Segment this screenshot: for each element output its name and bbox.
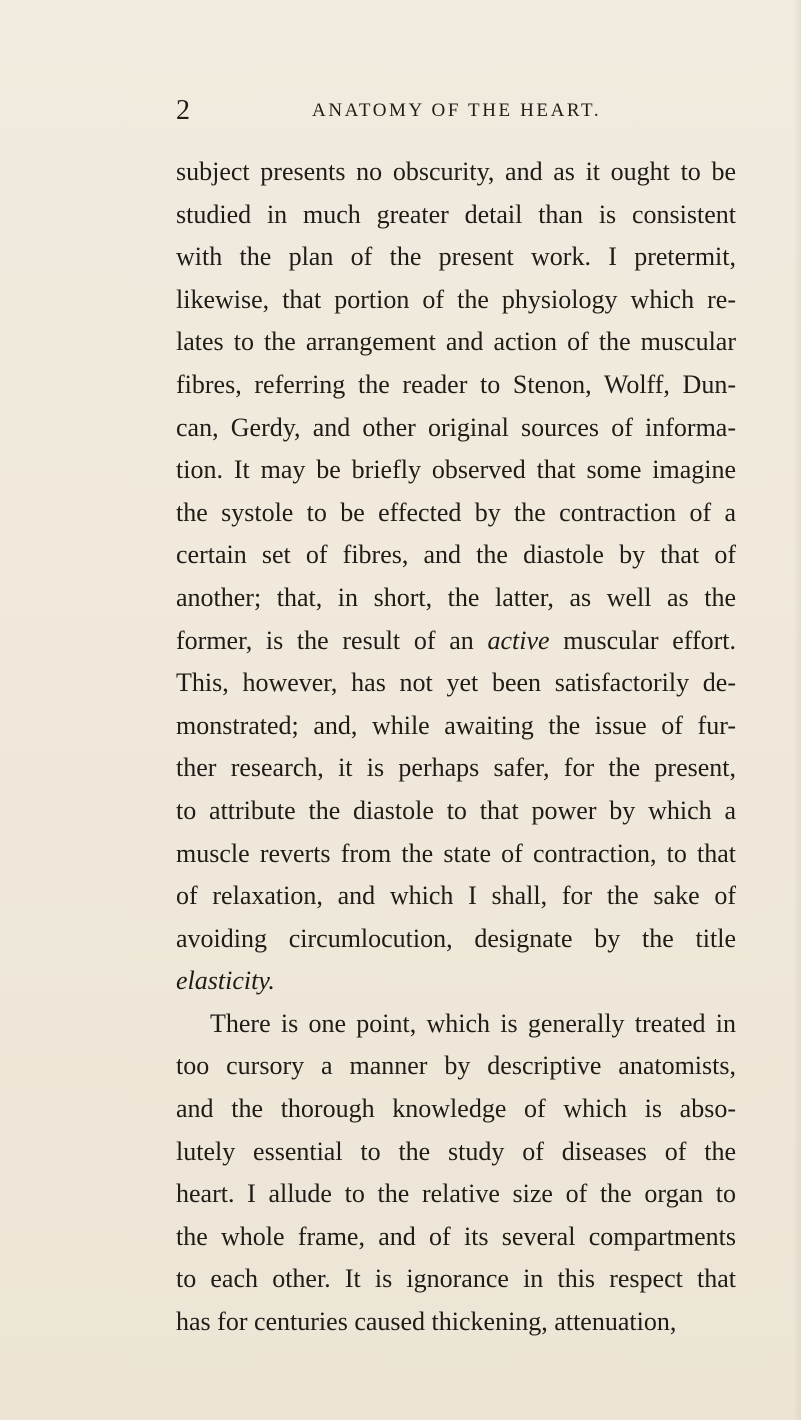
text-line-6: fibres, referring the reader to Stenon, Wolff, Dun-	[176, 369, 736, 399]
text-line-2: studied in much greater detail than is consistent	[176, 199, 736, 229]
text-line-12	[176, 620, 736, 663]
text-line-25: heart. I allude to the relative size of the organ to	[176, 1179, 736, 1209]
text-line-11: another; that, in short, the latter, as well as the	[176, 582, 736, 612]
text-line-19: avoiding circumlocution, designate by the title	[176, 923, 736, 953]
page-header	[176, 93, 736, 129]
text-line-8: tion. It may be briefly observed that some imagine	[176, 455, 736, 485]
text-line-22: too cursory a manner by descriptive anatomists,	[176, 1051, 736, 1081]
text-line-28: has for centuries caused thickening, attenuation,	[176, 1307, 677, 1337]
body-text	[176, 151, 736, 1344]
text-line-16: to attribute the diastole to that power by which a	[176, 795, 736, 825]
text-line-7: can, Gerdy, and other original sources of informa-	[176, 412, 736, 442]
text-line-12-end: muscular effort.	[549, 625, 736, 655]
text-line-18: of relaxation, and which I shall, for the sake of	[176, 881, 736, 911]
text-line-24: lutely essential to the study of diseases of the	[176, 1136, 736, 1166]
text-line-5: lates to the arrangement and action of the muscular	[176, 327, 736, 357]
text-line-27: to each other. It is ignorance in this respect that	[176, 1264, 736, 1294]
text-line-13: This, however, has not yet been satisfactorily de-	[176, 668, 736, 698]
text-line-3: with the plan of the present work. I pretermit,	[176, 242, 736, 272]
text-line-14: monstrated; and, while awaiting the issue of fur-	[176, 710, 736, 740]
text-line-10: certain set of fibres, and the diastole by that of	[176, 540, 736, 570]
italic-active: active	[487, 625, 550, 655]
text-line-4: likewise, that portion of the physiology which re-	[176, 284, 736, 314]
text-line-21: There is one point, which is generally treated in	[210, 1008, 736, 1038]
text-line-23: and the thorough knowledge of which is abso-	[176, 1094, 736, 1124]
running-title: ANATOMY OF THE HEART.	[312, 100, 602, 121]
text-line-1: subject presents no obscurity, and as it ought to be	[176, 157, 736, 186]
text-line-17: muscle reverts from the state of contraction, to that	[176, 838, 736, 868]
page-edge-shadow	[793, 0, 801, 1420]
text-line-15: ther research, it is perhaps safer, for the present,	[176, 753, 736, 783]
page-number: 2	[176, 95, 190, 126]
text-line-9: the systole to be effected by the contraction of a	[176, 497, 736, 527]
text-line-20	[176, 960, 736, 1003]
text-line-12-start: former, is the result of an	[176, 625, 488, 655]
text-line-26: the whole frame, and of its several compartments	[176, 1221, 736, 1251]
italic-elasticity: elasticity.	[176, 966, 275, 996]
